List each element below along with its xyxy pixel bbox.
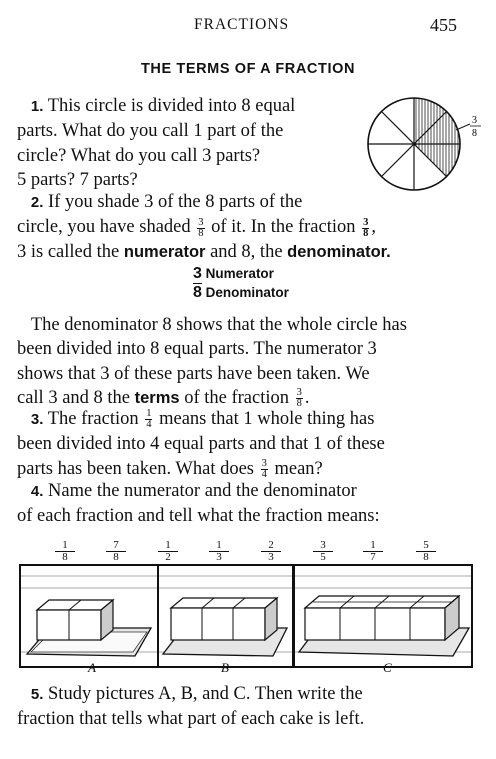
item-5 <box>17 682 364 732</box>
fraction-numerator: 3 <box>313 540 333 552</box>
text-line: call 3 and 8 the <box>17 387 131 408</box>
fraction-denominator: 8 <box>62 551 68 563</box>
fraction-numerator: 1 <box>146 408 152 420</box>
fraction-denominator: 7 <box>370 551 376 563</box>
text-line: Name the numerator and the denominator <box>48 481 357 501</box>
text-line: 3 is called the <box>17 241 120 262</box>
text-line: If you shade 3 of the 8 parts of the <box>48 192 303 212</box>
item-number: 4. <box>30 483 44 500</box>
cake-picture-c <box>293 564 473 668</box>
fraction-denominator: 4 <box>261 468 267 480</box>
item-1 <box>17 94 295 192</box>
item-4 <box>17 479 380 529</box>
item-number: 3. <box>30 411 44 428</box>
fraction-numerator: 3 <box>198 216 204 228</box>
fraction-item <box>55 540 75 563</box>
fraction-numerator: 3 <box>363 216 369 228</box>
fraction-three-eighths-bold <box>362 218 369 239</box>
circle-label-denominator: 8 <box>472 128 477 139</box>
text-line: parts has been taken. What does <box>17 458 254 479</box>
circle-label-numerator: 3 <box>472 115 477 126</box>
fraction-numerator: 3 <box>261 457 267 469</box>
fraction-denominator: 5 <box>320 551 326 563</box>
text-line: The denominator 8 shows that the whole circle has <box>30 315 407 335</box>
fraction-denominator: 2 <box>165 551 171 563</box>
diagram-numerator: 3 <box>193 265 202 282</box>
fraction-numerator: 1 <box>55 540 75 552</box>
denominator-label: Denominator <box>205 285 289 300</box>
diagram-denominator: 8 <box>193 284 202 301</box>
page-header <box>0 16 496 40</box>
circle-figure <box>360 90 490 198</box>
fraction-item <box>416 540 436 563</box>
fraction-item <box>261 540 281 563</box>
section-title: THE TERMS OF A FRACTION <box>140 61 356 77</box>
fraction-item <box>158 540 178 563</box>
terms-diagram <box>193 264 289 302</box>
fraction-item <box>106 540 126 563</box>
fraction-item <box>313 540 333 563</box>
denominator-term: denominator. <box>287 242 391 261</box>
fraction-denominator: 8 <box>423 551 429 563</box>
page-number: 455 <box>430 15 457 35</box>
text-line: This circle is divided into 8 equal <box>47 96 296 116</box>
cake-picture-a <box>19 564 159 668</box>
fraction-denominator: 8 <box>113 551 119 563</box>
item-2: 2. If you shade 3 of the 8 parts of the circle, you have shaded $\frac{3}{8}$ of it. In the fraction $\frac{3}{8}$ , 3 is called the numerator and 8, the denominator. <box>17 192 391 262</box>
fraction-numerator: 7 <box>106 540 126 552</box>
fraction-denominator: 3 <box>268 551 274 563</box>
text-line: parts. What do you call 1 part of the <box>17 121 284 142</box>
fraction-item <box>209 540 229 563</box>
text-line: 5 parts? 7 parts? <box>17 169 138 190</box>
cake-picture-b <box>157 564 294 668</box>
text-line: of it. In the fraction <box>211 217 356 238</box>
fraction-denominator: 8 <box>198 227 204 239</box>
text-line: and 8, the <box>210 241 283 262</box>
picture-label-a: A <box>88 660 96 675</box>
numerator-label: Numerator <box>205 266 274 281</box>
fraction-item <box>363 540 383 563</box>
fraction-numerator: 5 <box>416 540 436 552</box>
fraction-three-eighths <box>197 218 204 239</box>
fraction-numerator: 1 <box>363 540 383 552</box>
fraction-numerator: 2 <box>261 540 281 552</box>
fraction-one-fourth <box>145 409 152 430</box>
text-line: been divided into 8 equal parts. The numerator 3 <box>17 339 377 360</box>
text-line: shows that 3 of these parts have been taken. We <box>17 363 370 384</box>
text-line: circle, you have shaded <box>17 217 191 238</box>
fraction-numerator: 3 <box>296 387 302 399</box>
numerator-term: numerator <box>123 242 206 261</box>
text-line: The fraction <box>47 409 139 429</box>
text-line: circle? What do you call 3 parts? <box>17 145 261 166</box>
explanation-paragraph: The denominator 8 shows that the whole circle has been divided into 8 equal parts. The numerator 3 shows that 3 of these parts have been taken. We call 3 and 8 the terms of the fraction $\frac{3}{8}$ . <box>17 315 407 410</box>
text-line: Study pictures A, B, and C. Then write the <box>48 684 363 704</box>
text-line: of the fraction <box>184 387 290 408</box>
fraction-three-eighths <box>296 388 303 409</box>
text-line: mean? <box>274 458 323 479</box>
item-3 <box>17 407 385 481</box>
item-number: 5. <box>30 686 44 703</box>
terms-term: terms <box>134 388 180 407</box>
text-line: fraction that tells what part of each cake is left. <box>17 709 365 730</box>
text-line: of each fraction and tell what the fraction means: <box>17 506 380 527</box>
fraction-denominator: 3 <box>216 551 222 563</box>
running-title: FRACTIONS <box>194 16 290 33</box>
item-number: 2. <box>30 194 44 211</box>
fraction-numerator: 1 <box>158 540 178 552</box>
item-number: 1. <box>30 98 44 115</box>
fraction-numerator: 1 <box>209 540 229 552</box>
fraction-denominator: 8 <box>296 398 302 410</box>
text-line: been divided into 4 equal parts and that 1 of these <box>17 434 385 455</box>
fraction-three-fourths <box>261 459 268 480</box>
picture-label-c: C <box>383 660 392 675</box>
text-line: means that 1 whole thing has <box>159 409 375 429</box>
fraction-denominator: 8 <box>363 227 369 239</box>
picture-label-b: B <box>221 660 229 675</box>
fraction-denominator: 4 <box>146 419 152 431</box>
